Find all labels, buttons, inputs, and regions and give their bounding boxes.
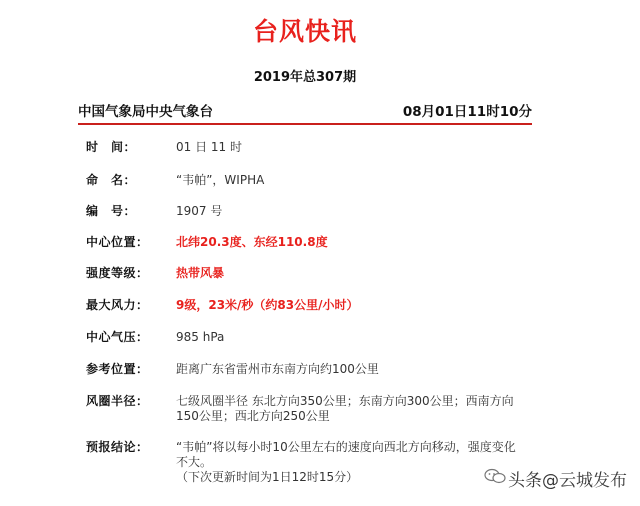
row-label: 强度等级： xyxy=(86,266,149,280)
row-value: 距离广东省雷州市东南方向约100公里 xyxy=(176,362,379,376)
row-label: 中心气压： xyxy=(86,330,149,344)
issue-time: 08月01日11时10分 xyxy=(402,104,532,120)
row-value xyxy=(176,440,526,485)
agency-name: 中国气象局中央气象台 xyxy=(78,104,213,120)
row-label: 最大风力： xyxy=(86,298,149,312)
header-row xyxy=(78,100,532,122)
page-title: 台风快讯 xyxy=(252,17,357,46)
row-value: 七级风圈半径 东北方向350公里；东南方向300公里；西南方向150公里；西北方向250公里 xyxy=(176,394,514,423)
row-value: 热带风暴 xyxy=(176,266,225,280)
row-value: 北纬20.3度、东经110.8度 xyxy=(176,235,328,249)
header-divider xyxy=(78,123,532,125)
next-update-note: （下次更新时间为1日12时15分） xyxy=(176,470,359,484)
issue-number: 2019年总307期 xyxy=(253,70,357,85)
row-value: 1907 号 xyxy=(176,204,223,218)
row-value: “韦帕”，WIPHA xyxy=(176,173,265,187)
row-label: 时 间： xyxy=(86,140,137,154)
row-label: 命 名： xyxy=(86,173,137,187)
row-label: 风圈半径： xyxy=(86,394,149,408)
chat-bubble-icon xyxy=(484,468,506,484)
forecast-text: “韦帕”将以每小时10公里左右的速度向西北方向移动，强度变化不大。 xyxy=(176,440,516,469)
row-label: 参考位置： xyxy=(86,362,149,376)
watermark: 头条@云城发布 xyxy=(508,471,627,491)
row-value: 01 日 11 时 xyxy=(176,140,242,154)
row-value: 985 hPa xyxy=(176,330,225,344)
row-label: 中心位置： xyxy=(86,235,149,249)
row-value: 9级，23米/秒（约83公里/小时） xyxy=(176,298,359,312)
row-label: 预报结论： xyxy=(86,440,149,454)
row-label: 编 号： xyxy=(86,204,137,218)
